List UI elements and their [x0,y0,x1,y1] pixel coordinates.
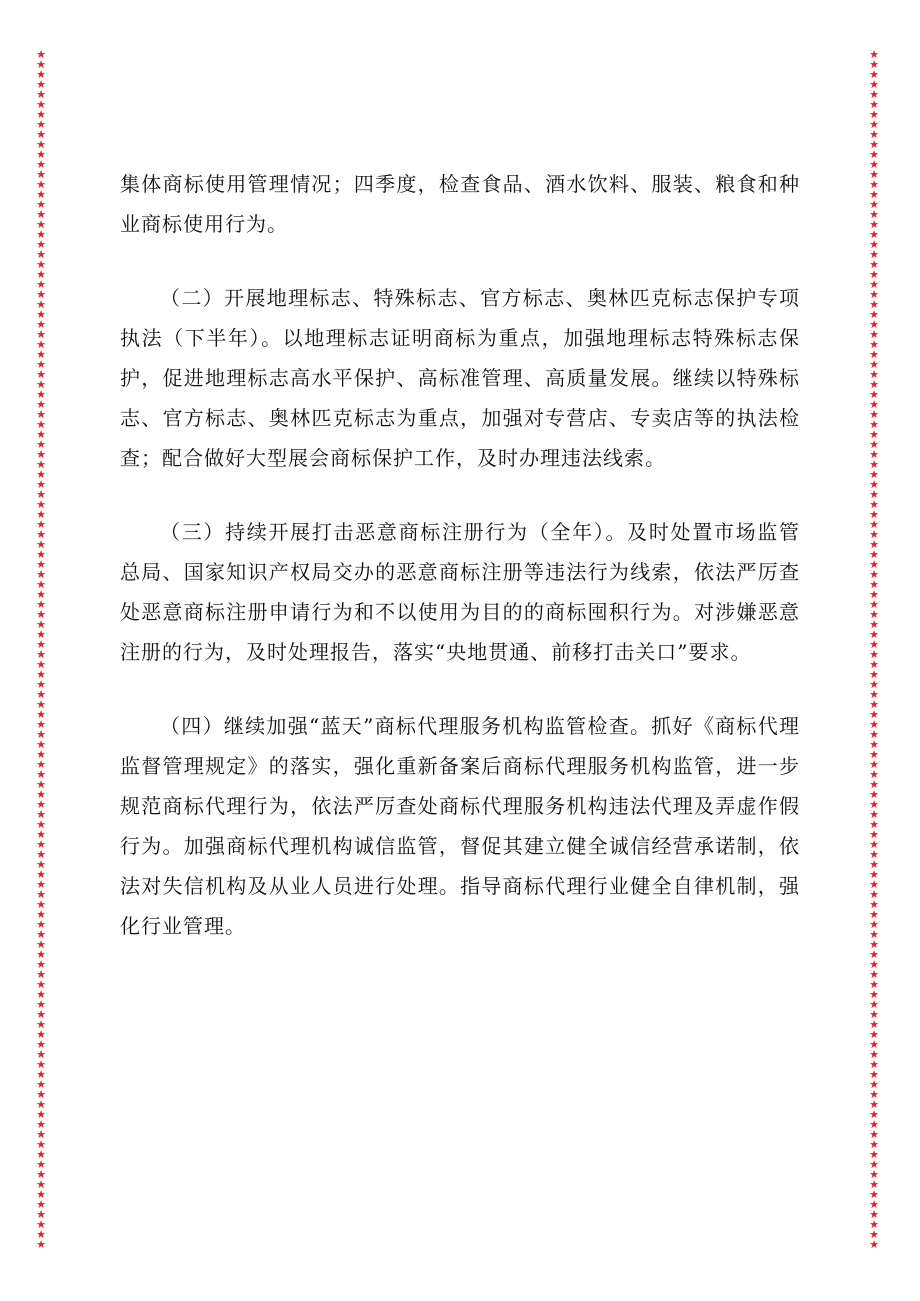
star-icon: ★ [36,1118,46,1131]
star-icon: ★ [36,78,46,91]
star-icon: ★ [869,1078,879,1091]
star-icon: ★ [36,908,46,921]
star-icon: ★ [36,1178,46,1191]
star-icon: ★ [36,838,46,851]
star-icon: ★ [36,778,46,791]
star-icon: ★ [869,1058,879,1071]
star-icon: ★ [869,178,879,191]
star-icon: ★ [36,1098,46,1111]
star-icon: ★ [869,728,879,741]
star-icon: ★ [36,288,46,301]
star-icon: ★ [36,528,46,541]
star-icon: ★ [869,788,879,801]
star-icon: ★ [36,1238,46,1250]
star-icon: ★ [869,778,879,791]
star-icon: ★ [869,898,879,911]
star-icon: ★ [869,1218,879,1231]
star-icon: ★ [36,1108,46,1121]
star-icon: ★ [36,1218,46,1231]
star-icon: ★ [869,608,879,621]
star-icon: ★ [36,50,46,61]
star-icon: ★ [869,648,879,661]
star-icon: ★ [869,848,879,861]
star-icon: ★ [36,858,46,871]
star-icon: ★ [869,658,879,671]
star-icon: ★ [36,548,46,561]
star-icon: ★ [869,598,879,611]
star-icon: ★ [869,858,879,871]
star-icon: ★ [36,128,46,141]
star-icon: ★ [869,878,879,891]
star-icon: ★ [869,748,879,761]
star-icon: ★ [36,338,46,351]
star-icon: ★ [869,518,879,531]
star-icon: ★ [869,158,879,171]
star-icon: ★ [36,1058,46,1071]
paragraph-agency-supervision: （四）继续加强“蓝天”商标代理服务机构监管检查。抓好《商标代理监督管理规定》的落实，强化重新备案后商标代理服务机构监管，进一步规范商标代理行为，依法严厉查处商标代理服务机构违法代理及弄虚作假行为。加强商标代理机构诚信监管，督促其建立健全诚信经营承诺制，依法对失信机构及从业人员进行处理。指导商标代理行业健全自律机制，强化行业管理。 [120,714,800,938]
star-icon: ★ [36,1148,46,1161]
star-icon: ★ [36,248,46,261]
star-icon: ★ [869,1228,879,1241]
star-icon: ★ [36,118,46,131]
star-icon: ★ [36,1038,46,1051]
star-icon: ★ [869,1008,879,1021]
star-icon: ★ [36,738,46,751]
star-icon: ★ [869,418,879,431]
star-icon: ★ [36,1018,46,1031]
star-icon: ★ [36,708,46,721]
star-icon: ★ [869,688,879,701]
star-icon: ★ [869,238,879,251]
star-icon: ★ [36,228,46,241]
star-icon: ★ [869,468,879,481]
star-icon: ★ [36,428,46,441]
star-icon: ★ [869,1188,879,1201]
star-icon: ★ [869,458,879,471]
star-icon: ★ [36,988,46,1001]
star-icon: ★ [869,908,879,921]
left-star-border [34,50,48,1250]
star-icon: ★ [869,298,879,311]
star-icon: ★ [869,808,879,821]
star-icon: ★ [869,838,879,851]
star-icon: ★ [36,678,46,691]
star-icon: ★ [869,478,879,491]
star-icon: ★ [36,1088,46,1101]
star-icon: ★ [869,638,879,651]
star-icon: ★ [36,188,46,201]
star-icon: ★ [869,50,879,61]
star-icon: ★ [36,848,46,861]
star-icon: ★ [869,88,879,101]
star-icon: ★ [869,1098,879,1111]
star-icon: ★ [36,668,46,681]
star-icon: ★ [36,788,46,801]
star-icon: ★ [36,918,46,931]
star-icon: ★ [36,628,46,641]
paragraph-malicious-registration: （三）持续开展打击恶意商标注册行为（全年）。及时处置市场监管总局、国家知识产权局交办的恶意商标注册等违法行为线索，依法严厉查处恶意商标注册申请行为和不以使用为目的的商标囤积行为。对涉嫌恶意注册的行为，及时处理报告，落实“央地贯通、前移打击关口”要求。 [120,520,800,664]
star-icon: ★ [36,418,46,431]
star-icon: ★ [36,1158,46,1171]
star-icon: ★ [869,58,879,71]
star-icon: ★ [869,528,879,541]
star-icon: ★ [869,1018,879,1031]
star-icon: ★ [869,68,879,81]
star-icon: ★ [36,768,46,781]
star-icon: ★ [36,258,46,271]
star-icon: ★ [36,1208,46,1221]
star-icon: ★ [869,998,879,1011]
star-icon: ★ [869,388,879,401]
star-icon: ★ [36,478,46,491]
star-icon: ★ [869,1068,879,1081]
star-icon: ★ [36,178,46,191]
star-icon: ★ [869,448,879,461]
star-icon: ★ [869,318,879,331]
star-icon: ★ [36,378,46,391]
star-icon: ★ [869,308,879,321]
star-icon: ★ [869,698,879,711]
star-icon: ★ [36,58,46,71]
star-icon: ★ [869,218,879,231]
star-icon: ★ [869,1208,879,1221]
star-icon: ★ [869,738,879,751]
star-icon: ★ [36,688,46,701]
star-icon: ★ [869,348,879,361]
star-icon: ★ [36,568,46,581]
star-icon: ★ [869,1238,879,1250]
document-body [120,164,800,980]
star-icon: ★ [869,958,879,971]
star-icon: ★ [869,868,879,881]
star-icon: ★ [36,98,46,111]
star-icon: ★ [36,598,46,611]
star-icon: ★ [36,728,46,741]
star-icon: ★ [36,238,46,251]
star-icon: ★ [869,988,879,1001]
star-icon: ★ [36,198,46,211]
star-icon: ★ [36,348,46,361]
star-icon: ★ [869,628,879,641]
star-icon: ★ [869,968,879,981]
star-icon: ★ [36,658,46,671]
star-icon: ★ [36,388,46,401]
star-icon: ★ [869,938,879,951]
star-icon: ★ [869,138,879,151]
star-icon: ★ [36,878,46,891]
star-icon: ★ [36,868,46,881]
star-icon: ★ [36,808,46,821]
star-icon: ★ [869,78,879,91]
star-icon: ★ [36,798,46,811]
star-icon: ★ [869,498,879,511]
star-icon: ★ [36,138,46,151]
star-icon: ★ [36,998,46,1011]
star-icon: ★ [869,1028,879,1041]
star-icon: ★ [869,828,879,841]
star-icon: ★ [36,1198,46,1211]
star-icon: ★ [869,438,879,451]
star-icon: ★ [36,828,46,841]
star-icon: ★ [36,1188,46,1201]
star-icon: ★ [869,1118,879,1131]
star-icon: ★ [869,398,879,411]
star-icon: ★ [36,758,46,771]
star-icon: ★ [869,198,879,211]
star-icon: ★ [869,208,879,221]
star-icon: ★ [36,1168,46,1181]
star-icon: ★ [869,718,879,731]
star-icon: ★ [869,1148,879,1161]
star-icon: ★ [869,1088,879,1101]
star-icon: ★ [869,538,879,551]
paragraph-geographical-indication: （二）开展地理标志、特殊标志、官方标志、奥林匹克标志保护专项执法（下半年）。以地理标志证明商标为重点，加强地理标志特殊标志保护，促进地理标志高水平保护、高标准管理、高质量发展。继续以特殊标志、官方标志、奥林匹克标志为重点，加强对专营店、专卖店等的执法检查；配合做好大型展会商标保护工作，及时办理违法线索。 [120,286,800,470]
star-icon: ★ [869,168,879,181]
star-icon: ★ [36,408,46,421]
star-icon: ★ [36,538,46,551]
star-icon: ★ [36,978,46,991]
star-icon: ★ [36,928,46,941]
star-icon: ★ [869,618,879,631]
star-icon: ★ [869,708,879,721]
star-icon: ★ [869,888,879,901]
star-icon: ★ [36,698,46,711]
star-icon: ★ [869,1128,879,1141]
star-icon: ★ [36,958,46,971]
star-icon: ★ [869,358,879,371]
star-icon: ★ [36,158,46,171]
star-icon: ★ [869,188,879,201]
star-icon: ★ [869,368,879,381]
star-icon: ★ [869,918,879,931]
star-icon: ★ [36,618,46,631]
paragraph-continuation: 集体商标使用管理情况；四季度，检查食品、酒水饮料、服装、粮食和种业商标使用行为。 [120,172,800,236]
star-icon: ★ [869,128,879,141]
star-icon: ★ [36,508,46,521]
star-icon: ★ [869,578,879,591]
star-icon: ★ [869,508,879,521]
star-icon: ★ [36,328,46,341]
star-icon: ★ [869,678,879,691]
star-icon: ★ [869,758,879,771]
star-icon: ★ [36,588,46,601]
star-icon: ★ [869,798,879,811]
star-icon: ★ [36,278,46,291]
star-icon: ★ [36,1228,46,1241]
star-icon: ★ [869,148,879,161]
star-icon: ★ [869,1168,879,1181]
star-icon: ★ [869,548,879,561]
star-icon: ★ [869,428,879,441]
star-icon: ★ [869,488,879,501]
star-icon: ★ [36,308,46,321]
star-icon: ★ [869,378,879,391]
star-icon: ★ [36,298,46,311]
star-icon: ★ [36,358,46,371]
star-icon: ★ [36,1048,46,1061]
star-icon: ★ [869,568,879,581]
star-icon: ★ [869,268,879,281]
star-icon: ★ [36,498,46,511]
star-icon: ★ [869,818,879,831]
star-icon: ★ [869,408,879,421]
star-icon: ★ [869,1048,879,1061]
star-icon: ★ [36,88,46,101]
star-icon: ★ [36,448,46,461]
star-icon: ★ [36,318,46,331]
star-icon: ★ [36,208,46,221]
star-icon: ★ [869,98,879,111]
star-icon: ★ [36,218,46,231]
star-icon: ★ [869,108,879,121]
star-icon: ★ [36,168,46,181]
star-icon: ★ [869,668,879,681]
star-icon: ★ [36,518,46,531]
star-icon: ★ [36,1128,46,1141]
star-icon: ★ [869,978,879,991]
star-icon: ★ [869,1178,879,1191]
star-icon: ★ [36,1068,46,1081]
star-icon: ★ [36,578,46,591]
star-icon: ★ [869,928,879,941]
star-icon: ★ [36,368,46,381]
star-icon: ★ [869,1158,879,1171]
star-icon: ★ [36,108,46,121]
star-icon: ★ [869,1038,879,1051]
star-icon: ★ [869,328,879,341]
star-icon: ★ [36,648,46,661]
star-icon: ★ [36,948,46,961]
star-icon: ★ [36,68,46,81]
star-icon: ★ [36,938,46,951]
star-icon: ★ [869,278,879,291]
star-icon: ★ [869,768,879,781]
star-icon: ★ [36,748,46,761]
star-icon: ★ [36,458,46,471]
star-icon: ★ [36,488,46,501]
star-icon: ★ [36,398,46,411]
star-icon: ★ [36,468,46,481]
star-icon: ★ [36,558,46,571]
star-icon: ★ [36,438,46,451]
star-icon: ★ [869,228,879,241]
star-icon: ★ [869,588,879,601]
star-icon: ★ [869,1138,879,1151]
star-icon: ★ [36,898,46,911]
star-icon: ★ [869,288,879,301]
star-icon: ★ [36,1008,46,1021]
star-icon: ★ [36,638,46,651]
star-icon: ★ [36,968,46,981]
star-icon: ★ [36,1028,46,1041]
star-icon: ★ [36,148,46,161]
star-icon: ★ [869,248,879,261]
star-icon: ★ [36,268,46,281]
star-icon: ★ [36,1078,46,1091]
star-icon: ★ [36,1138,46,1151]
right-star-border [867,50,881,1250]
star-icon: ★ [869,1108,879,1121]
star-icon: ★ [869,118,879,131]
star-icon: ★ [869,558,879,571]
star-icon: ★ [36,818,46,831]
star-icon: ★ [869,258,879,271]
star-icon: ★ [869,948,879,961]
star-icon: ★ [36,608,46,621]
star-icon: ★ [36,888,46,901]
star-icon: ★ [36,718,46,731]
star-icon: ★ [869,338,879,351]
star-icon: ★ [869,1198,879,1211]
